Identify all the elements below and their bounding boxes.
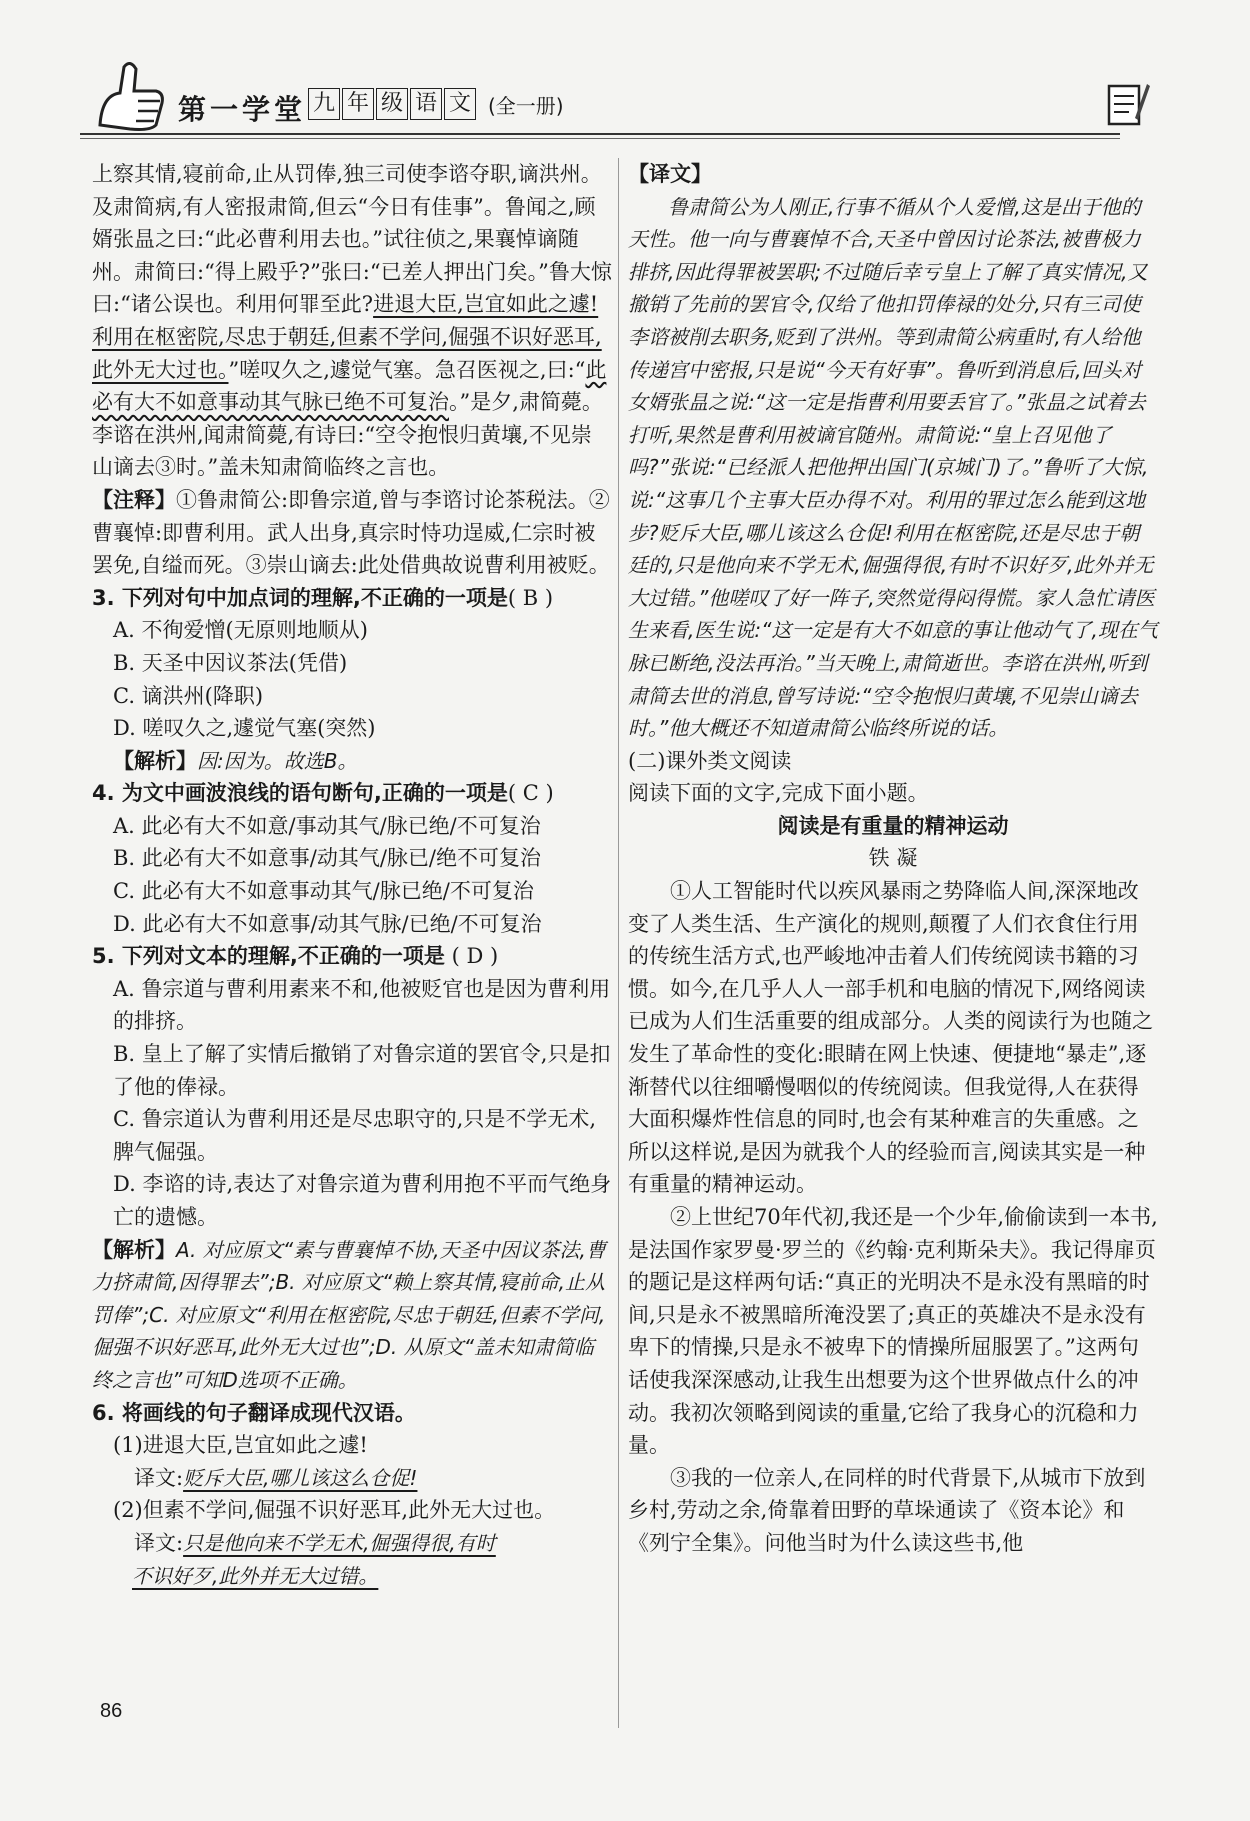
grade-char: 文 — [444, 88, 476, 120]
analysis-text: A. 对应原文“素与曹襄悼不协,天圣中因议茶法,曹力挤肃简,因得罪去”;B. 对应原文“赖上察其情,寝前命,止从罚俸”;C. 对应原文“利用在枢密院,尽忠于朝廷,但素不学问,倔强不识好恶耳,此外无大过也”;D. 从原文“盖未知肃简临终之言也”可知D选项不正确。 — [92, 1237, 606, 1392]
question-6-stem: 6. 将画线的句子翻译成现代汉语。 — [92, 1400, 416, 1425]
passage-continuation — [92, 158, 612, 484]
question-stem: 3. 下列对句中加点词的理解,不正确的一项是 — [92, 585, 508, 610]
option: B. 天圣中因议茶法(凭借) — [113, 650, 348, 675]
edition-label: (全一册) — [488, 94, 564, 118]
instruction: 阅读下面的文字,完成下面小题。 — [628, 781, 929, 806]
section-heading: (二)课外类文阅读 — [628, 748, 792, 773]
translation-answer: 贬斥大臣,哪儿该这么仓促! — [183, 1465, 418, 1490]
page-number: 86 — [100, 1700, 123, 1722]
wavy-line-sentence: 此必有大不如意事动其气脉已绝不可复治 — [92, 357, 607, 415]
question-stem: 4. 为文中画波浪线的语句断句,正确的一项是 — [92, 781, 508, 806]
question-stem: 5. 下列对文本的理解,不正确的一项是 — [92, 944, 445, 969]
option: B. 此必有大不如意事/动其气/脉已/绝不可复治 — [113, 846, 542, 871]
question-5 — [92, 940, 612, 973]
translation-label: 译文: — [134, 1530, 184, 1555]
question-answer: ( B ) — [507, 585, 554, 610]
option: C. 此必有大不如意事动其气/脉已绝/不可复治 — [113, 879, 534, 904]
grade-char: 语 — [410, 88, 442, 120]
notes-text: ①鲁肃简公:即鲁宗道,曾与李谘讨论茶税法。②曹襄悼:即曹利用。武人出身,真宗时恃功逞威,仁宗时被罢免,自缢而死。③崇山谪去:此处借典故说曹利用被贬。 — [92, 487, 610, 578]
translation-text: 鲁肃简公为人刚正,行事不循从个人爱憎,这是出于他的天性。他一向与曹襄悼不合,天圣中曾因讨论茶法,被曹极力排挤,因此得罪被罢职;不过随后幸亏皇上了解了真实情况,又撤销了先前的罢官令,仅给了他扣罚俸禄的处分,只有三司使李谘被削去职务,贬到了洪州。等到肃简公病重时,有人给他传递宫中密报,只是说“今天有好事”。鲁听到消息后,回头对女婿张昷之说:“这一定是指曹利用要丢官了。”张昷之试着去打听,果然是曹利用被谪官随州。肃简说:“皇上召见他了吗?”张说:“已经派人把他押出国门(京城门)了。”鲁听了大惊,说:“这事几个主事大臣办得不对。利用的罪过怎么能到这地步?贬斥大臣,哪儿该这么仓促!利用在枢密院,还是尽忠于朝廷的,只是他向来不学无术,倔强得很,有时不识好歹,此外并无大过错。”他嗟叹了好一阵子,突然觉得闷得慌。家人急忙请医生来看,医生说:“这一定是有大不如意的事让他动气了,现在气脉已断绝,没法再治。”当天晚上,肃简逝世。李谘在洪州,听到肃简去世的消息,曾写诗说:“空令抱恨归黄壤,不见崇山谪去时。”他大概还不知道肃简公临终所说的话。 — [628, 194, 1158, 741]
question-answer: ( D ) — [451, 944, 499, 969]
article-title: 阅读是有重量的精神运动 — [777, 813, 1009, 838]
thumbs-up-icon — [90, 55, 170, 133]
translation-label: 【译文】 — [628, 162, 712, 186]
underlined-sentence-2: 利用在枢密院,尽忠于朝廷,但素不学问,倔强不识好恶耳,此外无大过也。 — [92, 324, 602, 382]
analysis — [92, 745, 612, 778]
header-rule — [80, 133, 1120, 135]
article-author: 铁 凝 — [868, 846, 918, 871]
header-rule-thin — [80, 138, 1120, 139]
notes — [92, 484, 612, 582]
analysis-text: 因:因为。故选B。 — [197, 748, 358, 773]
passage-text: 上察其情,寝前命,止从罚俸,独三司使李谘夺职,谪洪州。及肃简病,有人密报肃简,但云“今日有佳事”。鲁闻之,顾婿张昷之曰:“此必曹利用去也。”试往侦之,果襄悼谪随州。肃简曰:“得上殿乎?”张曰:“已差人押出门矣。”鲁大惊曰:“诸公误也。利用何罪至此? — [92, 162, 612, 317]
sentence-2: (2)但素不学问,倔强不识好恶耳,此外无大过也。 — [113, 1498, 556, 1523]
article-paragraph: ③我的一位亲人,在同样的时代背景下,从城市下放到乡村,劳动之余,倚靠着田野的草垛通读了《资本论》和《列宁全集》。问他当时为什么读这些书,他 — [628, 1465, 1146, 1555]
underlined-sentence-1: 进退大臣,岂宜如此之遽! — [373, 292, 599, 317]
article-paragraph: ①人工智能时代以疾风暴雨之势降临人间,深深地改变了人类生活、生产演化的规则,颠覆了人们衣食住行用的传统生活方式,也严峻地冲击着人们传统阅读书籍的习惯。如今,在几乎人人一部手机和电脑的情况下,网络阅读已成为人们生活重要的组成部分。人类的阅读行为也随之发生了革命性的变化:眼睛在网上快速、便捷地“暴走”,逐渐替代以往细嚼慢咽似的传统阅读。但我觉得,人在获得大面积爆炸性信息的同时,也会有某种难言的失重感。之所以这样说,是因为就我个人的经验而言,阅读其实是一种有重量的精神运动。 — [628, 879, 1153, 1197]
translation-answer-cont: 不识好歹,此外并无大过错。 — [132, 1563, 379, 1588]
translation-label: 译文: — [134, 1465, 184, 1490]
question-3 — [92, 582, 612, 615]
option: B. 皇上了解了实情后撤销了对鲁宗道的罢官令,只是扣了他的俸禄。 — [113, 1042, 611, 1099]
page-header — [80, 50, 1160, 135]
grade-char: 九 — [308, 88, 340, 120]
left-column — [92, 158, 612, 1592]
option: D. 此必有大不如意事/动其气脉/已绝/不可复治 — [113, 911, 542, 936]
article-paragraph: ②上世纪70年代初,我还是一个少年,偷偷读到一本书,是法国作家罗曼·罗兰的《约翰·克利斯朵夫》。我记得扉页的题记是这样两句话:“真正的光明决不是永没有黑暗的时间,只是永不被黑暗所淹没罢了;真正的英雄决不是永没有卑下的情操,只是永不被卑下的情操所屈服罢了。”这两句话使我深深感动,让我生出想要为这个世界做点什么的冲动。我初次领略到阅读的重量,它给了我身心的沉稳和力量。 — [628, 1205, 1158, 1458]
analysis — [92, 1234, 612, 1397]
option: A. 不徇爱憎(无原则地顺从) — [113, 618, 368, 643]
option: A. 鲁宗道与曹利用素来不和,他被贬官也是因为曹利用的排挤。 — [113, 976, 611, 1034]
sentence-1: (1)进退大臣,岂宜如此之遽! — [113, 1433, 368, 1458]
option: D. 嗟叹久之,遽觉气塞(突然) — [113, 716, 376, 741]
question-4 — [92, 777, 612, 810]
option: C. 谪洪州(降职) — [113, 683, 264, 708]
notes-label: 【注释】 — [92, 487, 176, 512]
grade-char: 年 — [342, 88, 374, 120]
option: C. 鲁宗道认为曹利用还是尽忠职守的,只是不学无术,脾气倔强。 — [113, 1107, 597, 1164]
question-answer: ( C ) — [507, 781, 554, 806]
passage-text: ”嗟叹久之,遽觉气塞。急召医视之,曰:“ — [228, 357, 586, 382]
analysis-label: 【解析】 — [113, 748, 197, 773]
passage-text: 。”是夕,肃简薨。李谘在洪州,闻肃简薨,有诗曰:“空令抱恨归黄壤,不见崇山谪去③时。”盖未知肃简临终之言也。 — [92, 390, 603, 480]
translation-2 — [92, 1527, 612, 1560]
grade-char: 级 — [376, 88, 408, 120]
translation-1 — [92, 1462, 612, 1495]
translation-answer: 只是他向来不学无术,倔强得很,有时 — [183, 1530, 496, 1555]
right-column — [628, 158, 1158, 1560]
notepad-pencil-icon — [1105, 78, 1150, 128]
brand-title: 第一学堂 — [178, 93, 307, 126]
option: A. 此必有大不如意/事动其气/脉已绝/不可复治 — [113, 813, 541, 838]
grade-subject-boxes — [308, 88, 478, 120]
column-divider — [618, 158, 619, 1728]
analysis-label: 【解析】 — [92, 1237, 176, 1262]
option: D. 李谘的诗,表达了对鲁宗道为曹利用抱不平而气绝身亡的遗憾。 — [113, 1172, 612, 1229]
